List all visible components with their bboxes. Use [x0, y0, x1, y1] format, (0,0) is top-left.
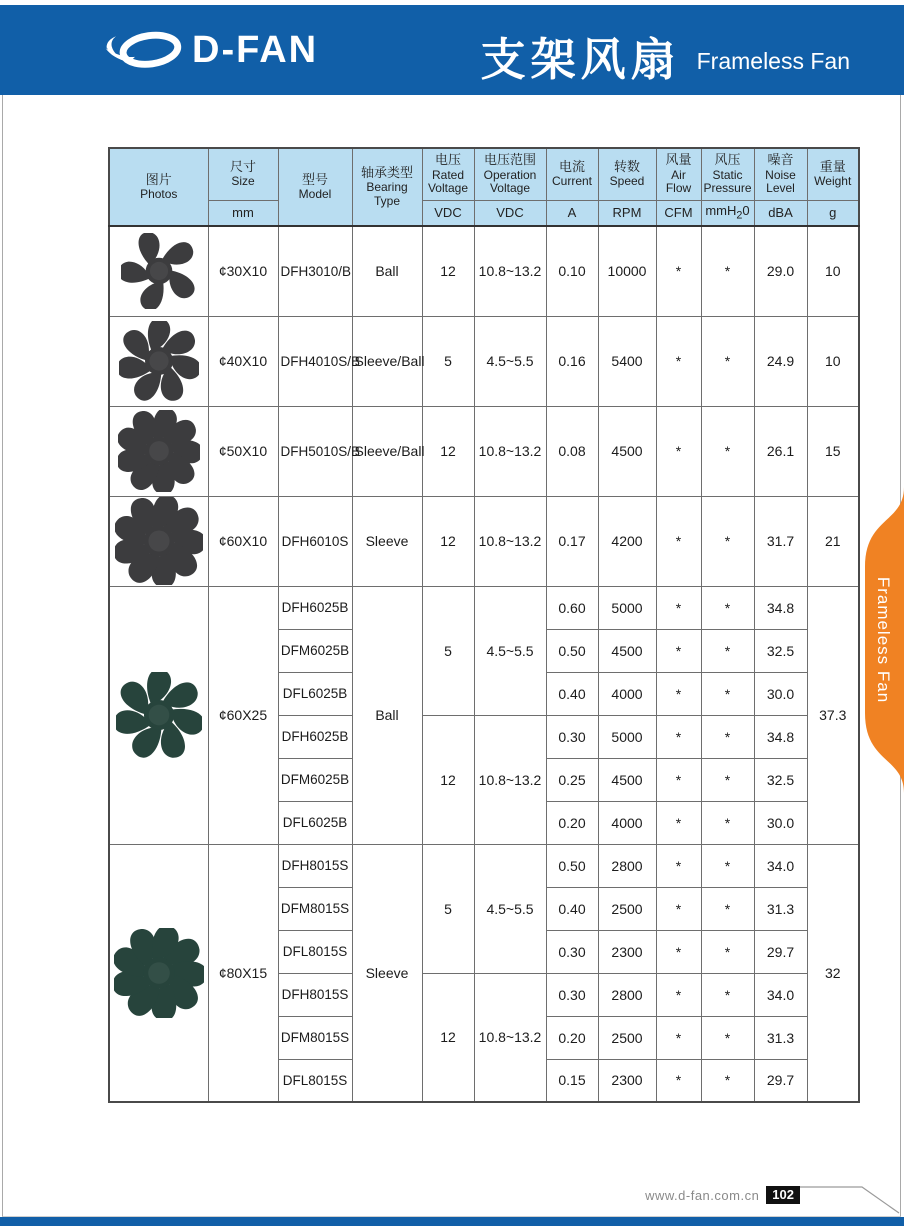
model-cell: DFL8015S [278, 930, 352, 973]
speed-cell: 5000 [598, 586, 656, 629]
voltage-cell: 12 [422, 406, 474, 496]
spec-table [108, 147, 860, 1103]
size-cell: ¢60X10 [208, 496, 278, 586]
pressure-cell: * [701, 1059, 754, 1102]
current-cell: 0.30 [546, 930, 598, 973]
model-cell: DFL6025B [278, 801, 352, 844]
unit-static-pressure: mmH$_2$0 [701, 200, 754, 226]
speed-cell: 4000 [598, 672, 656, 715]
current-cell: 0.08 [546, 406, 598, 496]
speed-cell: 2800 [598, 973, 656, 1016]
speed-cell: 2800 [598, 844, 656, 887]
fan-photo-80x15 [109, 844, 208, 1102]
model-cell: DFM6025B [278, 629, 352, 672]
brand-name: D-FAN [192, 28, 319, 71]
noise-cell: 31.7 [754, 496, 807, 586]
size-cell: ¢60X25 [208, 586, 278, 844]
brand-logo [104, 5, 318, 95]
weight-cell: 10 [807, 316, 859, 406]
current-cell: 0.15 [546, 1059, 598, 1102]
air-flow-cell: * [656, 316, 701, 406]
col-header-bearing: 轴承类型 Bearing Type [352, 148, 422, 226]
side-tab-frameless-fan [852, 487, 904, 793]
pressure-cell: * [701, 715, 754, 758]
pressure-cell: * [701, 844, 754, 887]
pressure-cell: * [701, 887, 754, 930]
air-flow-cell: * [656, 801, 701, 844]
voltage-cell: 5 [422, 316, 474, 406]
col-header-size: 尺寸 Size [208, 148, 278, 200]
col-header-air-flow: 风量 Air Flow [656, 148, 701, 200]
size-cell: ¢30X10 [208, 226, 278, 316]
voltage-cell: 12 [422, 973, 474, 1102]
noise-cell: 34.8 [754, 586, 807, 629]
speed-cell: 4500 [598, 629, 656, 672]
current-cell: 0.60 [546, 586, 598, 629]
table-row [109, 586, 859, 629]
model-cell: DFM8015S [278, 1016, 352, 1059]
col-header-photos: 图片 Photos [109, 148, 208, 226]
speed-cell: 2500 [598, 1016, 656, 1059]
pressure-cell: * [701, 758, 754, 801]
noise-cell: 31.3 [754, 1016, 807, 1059]
bearing-cell: Sleeve [352, 496, 422, 586]
bearing-cell: Ball [352, 586, 422, 844]
fan-photo-60x25 [109, 586, 208, 844]
voltage-range-cell: 10.8~13.2 [474, 973, 546, 1102]
noise-cell: 30.0 [754, 801, 807, 844]
speed-cell: 5000 [598, 715, 656, 758]
noise-cell: 26.1 [754, 406, 807, 496]
model-cell: DFL8015S [278, 1059, 352, 1102]
air-flow-cell: * [656, 973, 701, 1016]
current-cell: 0.40 [546, 887, 598, 930]
voltage-cell: 5 [422, 844, 474, 973]
model-cell: DFH3010/B [278, 226, 352, 316]
current-cell: 0.30 [546, 715, 598, 758]
current-cell: 0.25 [546, 758, 598, 801]
bearing-cell: Sleeve [352, 844, 422, 1102]
unit-noise: dBA [754, 200, 807, 226]
table-row [109, 316, 859, 406]
model-cell: DFH8015S [278, 844, 352, 887]
current-cell: 0.50 [546, 629, 598, 672]
air-flow-cell: * [656, 715, 701, 758]
pressure-cell: * [701, 316, 754, 406]
fan-photo-30x10 [109, 226, 208, 316]
current-cell: 0.40 [546, 672, 598, 715]
footer-url: www.d-fan.com.cn [645, 1187, 760, 1203]
pressure-cell: * [701, 496, 754, 586]
unit-speed: RPM [598, 200, 656, 226]
unit-rated-voltage: VDC [422, 200, 474, 226]
page-title [481, 5, 850, 95]
pressure-cell: * [701, 586, 754, 629]
weight-cell: 32 [807, 844, 859, 1102]
speed-cell: 2500 [598, 887, 656, 930]
air-flow-cell: * [656, 1059, 701, 1102]
speed-cell: 4500 [598, 758, 656, 801]
model-cell: DFM8015S [278, 887, 352, 930]
unit-weight: g [807, 200, 859, 226]
page-number-badge: 102 [766, 1186, 800, 1204]
speed-cell: 2300 [598, 930, 656, 973]
model-cell: DFH8015S [278, 973, 352, 1016]
speed-cell: 4200 [598, 496, 656, 586]
noise-cell: 31.3 [754, 887, 807, 930]
current-cell: 0.50 [546, 844, 598, 887]
fan-photo-60x10 [109, 496, 208, 586]
side-tab-label: Frameless Fan [874, 576, 893, 704]
noise-cell: 29.7 [754, 930, 807, 973]
weight-cell: 15 [807, 406, 859, 496]
current-cell: 0.30 [546, 973, 598, 1016]
unit-air-flow: CFM [656, 200, 701, 226]
voltage-cell: 5 [422, 586, 474, 715]
speed-cell: 5400 [598, 316, 656, 406]
page-title-cn: 支架风扇 [480, 33, 681, 85]
fan-photo-50x10 [109, 406, 208, 496]
air-flow-cell: * [656, 758, 701, 801]
col-header-operation-voltage: 电压范围 Operation Voltage [474, 148, 546, 200]
bearing-cell: Ball [352, 226, 422, 316]
col-header-speed: 转数 Speed [598, 148, 656, 200]
current-cell: 0.17 [546, 496, 598, 586]
footer-corner-line [800, 1180, 904, 1216]
bearing-cell: Sleeve/Ball [352, 406, 422, 496]
voltage-range-cell: 10.8~13.2 [474, 496, 546, 586]
unit-operation-voltage: VDC [474, 200, 546, 226]
air-flow-cell: * [656, 887, 701, 930]
speed-cell: 2300 [598, 1059, 656, 1102]
col-header-current: 电流 Current [546, 148, 598, 200]
col-header-rated-voltage: 电压 Rated Voltage [422, 148, 474, 200]
noise-cell: 32.5 [754, 758, 807, 801]
voltage-cell: 12 [422, 226, 474, 316]
noise-cell: 32.5 [754, 629, 807, 672]
air-flow-cell: * [656, 930, 701, 973]
noise-cell: 24.9 [754, 316, 807, 406]
pressure-cell: * [701, 930, 754, 973]
pressure-cell: * [701, 973, 754, 1016]
col-header-noise: 噪音 Noise Level [754, 148, 807, 200]
speed-cell: 4500 [598, 406, 656, 496]
current-cell: 0.20 [546, 801, 598, 844]
speed-cell: 4000 [598, 801, 656, 844]
voltage-range-cell: 4.5~5.5 [474, 316, 546, 406]
noise-cell: 30.0 [754, 672, 807, 715]
air-flow-cell: * [656, 496, 701, 586]
air-flow-cell: * [656, 1016, 701, 1059]
air-flow-cell: * [656, 672, 701, 715]
noise-cell: 34.8 [754, 715, 807, 758]
top-banner [0, 5, 904, 95]
voltage-cell: 12 [422, 496, 474, 586]
fan-photo-40x10 [109, 316, 208, 406]
voltage-cell: 12 [422, 715, 474, 844]
pressure-cell: * [701, 226, 754, 316]
pressure-cell: * [701, 406, 754, 496]
current-cell: 0.16 [546, 316, 598, 406]
bearing-cell: Sleeve/Ball [352, 316, 422, 406]
page-title-en: Frameless Fan [696, 47, 850, 74]
voltage-range-cell: 10.8~13.2 [474, 715, 546, 844]
noise-cell: 34.0 [754, 844, 807, 887]
weight-cell: 21 [807, 496, 859, 586]
model-cell: DFH6025B [278, 715, 352, 758]
weight-cell: 10 [807, 226, 859, 316]
col-header-weight: 重量 Weight [807, 148, 859, 200]
table-row [109, 496, 859, 586]
size-cell: ¢50X10 [208, 406, 278, 496]
model-cell: DFL6025B [278, 672, 352, 715]
air-flow-cell: * [656, 844, 701, 887]
size-cell: ¢40X10 [208, 316, 278, 406]
current-cell: 0.10 [546, 226, 598, 316]
swoosh-logo-icon [104, 23, 190, 77]
model-cell: DFH6025B [278, 586, 352, 629]
unit-current: A [546, 200, 598, 226]
model-cell: DFM6025B [278, 758, 352, 801]
noise-cell: 34.0 [754, 973, 807, 1016]
col-header-model: 型号 Model [278, 148, 352, 226]
model-cell: DFH4010S/B [278, 316, 352, 406]
unit-size: mm [208, 200, 278, 226]
table-row [109, 406, 859, 496]
col-header-static-pressure: 风压 Static Pressure [701, 148, 754, 200]
table-row [109, 844, 859, 887]
weight-cell: 37.3 [807, 586, 859, 844]
noise-cell: 29.7 [754, 1059, 807, 1102]
voltage-range-cell: 10.8~13.2 [474, 226, 546, 316]
bottom-blue-bar [0, 1217, 904, 1226]
voltage-range-cell: 10.8~13.2 [474, 406, 546, 496]
air-flow-cell: * [656, 586, 701, 629]
speed-cell: 10000 [598, 226, 656, 316]
model-cell: DFH5010S/B [278, 406, 352, 496]
pressure-cell: * [701, 672, 754, 715]
current-cell: 0.20 [546, 1016, 598, 1059]
table-row [109, 226, 859, 316]
voltage-range-cell: 4.5~5.5 [474, 586, 546, 715]
pressure-cell: * [701, 629, 754, 672]
voltage-range-cell: 4.5~5.5 [474, 844, 546, 973]
air-flow-cell: * [656, 406, 701, 496]
pressure-cell: * [701, 1016, 754, 1059]
noise-cell: 29.0 [754, 226, 807, 316]
size-cell: ¢80X15 [208, 844, 278, 1102]
model-cell: DFH6010S [278, 496, 352, 586]
pressure-cell: * [701, 801, 754, 844]
air-flow-cell: * [656, 629, 701, 672]
footer [645, 1186, 800, 1204]
air-flow-cell: * [656, 226, 701, 316]
